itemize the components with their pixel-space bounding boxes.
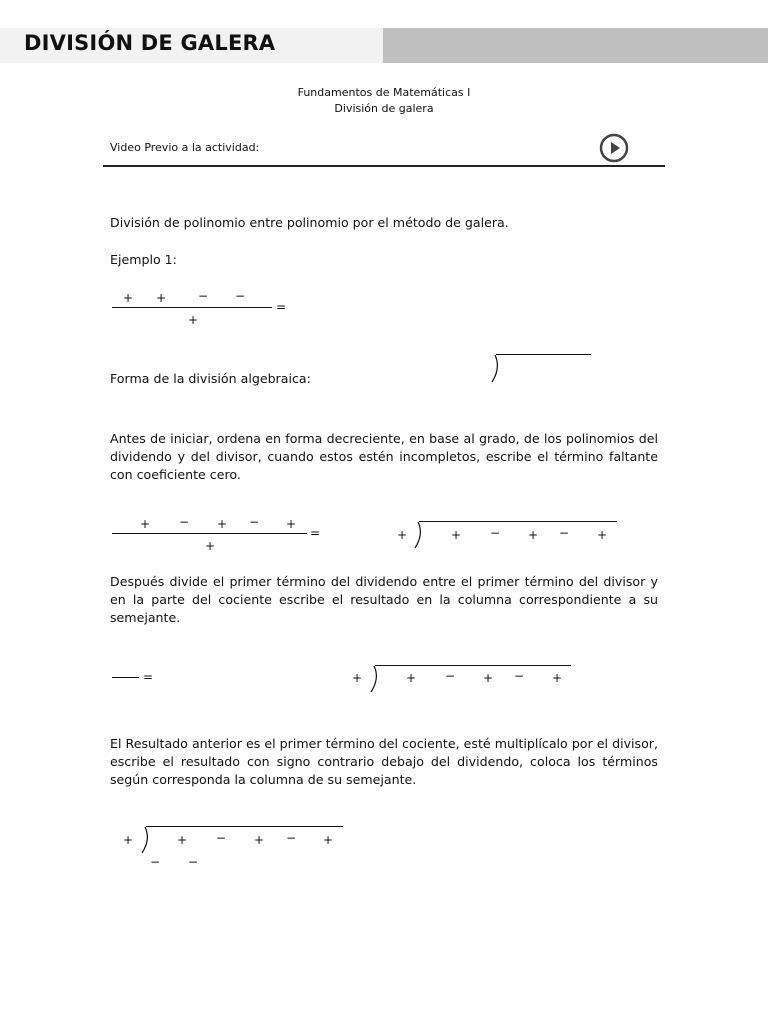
play-circle-icon[interactable] (599, 133, 629, 163)
minus-sign: − (150, 855, 161, 869)
division-bracket-curve (140, 826, 152, 854)
fraction-bar (112, 677, 139, 678)
plus-sign: + (406, 671, 417, 685)
title-banner-right (383, 28, 768, 63)
fraction-bar (112, 307, 272, 308)
division-bar (146, 826, 343, 827)
fraction-bar (112, 533, 307, 534)
document-subtitle: División de galera (334, 102, 434, 115)
minus-sign: − (514, 669, 525, 683)
division-bar (419, 521, 617, 522)
minus-sign: − (198, 289, 209, 303)
plus-sign: + (217, 517, 228, 531)
plus-sign: + (483, 671, 494, 685)
plus-sign: + (123, 291, 134, 305)
plus-sign: + (397, 528, 408, 542)
minus-sign: − (286, 831, 297, 845)
division-bar (375, 665, 571, 666)
form-label: Forma de la división algebraica: (110, 371, 311, 386)
division-bracket-curve (369, 665, 381, 693)
division-bracket-curve (490, 354, 502, 384)
minus-sign: − (559, 526, 570, 540)
equals-sign: = (310, 526, 321, 540)
intro-text: División de polinomio entre polinomio por el método de galera. (110, 215, 509, 230)
plus-sign: + (140, 517, 151, 531)
example-label: Ejemplo 1: (110, 252, 177, 267)
course-name: Fundamentos de Matemáticas I (297, 86, 471, 99)
document-title: DIVISIÓN DE GALERA (24, 31, 276, 55)
plus-sign: + (177, 833, 188, 847)
minus-sign: − (490, 526, 501, 540)
plus-sign: + (188, 313, 199, 327)
paragraph-ordering: Antes de iniciar, ordena en forma decreciente, en base al grado, de los polinomios del dividendo y del divisor, cuando estos estén incompletos, escribe el término faltante con coeficiente cero. (110, 431, 658, 482)
plus-sign: + (552, 671, 563, 685)
paragraph-first-division: Después divide el primer término del dividendo entre el primer término del divisor y en la parte del cociente escribe el resultado en la columna correspondiente a su semejante. (110, 574, 658, 625)
equals-sign: = (143, 670, 154, 684)
plus-sign: + (528, 528, 539, 542)
plus-sign: + (286, 517, 297, 531)
minus-sign: − (179, 515, 190, 529)
plus-sign: + (451, 528, 462, 542)
video-label: Video Previo a la actividad: (110, 141, 260, 154)
minus-sign: − (445, 669, 456, 683)
plus-sign: + (597, 528, 608, 542)
division-bar (496, 354, 591, 355)
minus-sign: − (249, 515, 260, 529)
plus-sign: + (254, 833, 265, 847)
minus-sign: − (188, 855, 199, 869)
minus-sign: − (216, 831, 227, 845)
plus-sign: + (323, 833, 334, 847)
equals-sign: = (276, 300, 287, 314)
paragraph-multiply: El Resultado anterior es el primer término del cociente, esté multiplícalo por el divisor, escribe el resultado con signo contrario debajo del dividendo, coloca los términos según corresponda la columna de su semejante. (110, 736, 658, 787)
plus-sign: + (352, 671, 363, 685)
plus-sign: + (205, 539, 216, 553)
header-divider (103, 165, 665, 167)
plus-sign: + (156, 291, 167, 305)
division-bracket-curve (413, 521, 425, 549)
minus-sign: − (235, 289, 246, 303)
plus-sign: + (123, 833, 134, 847)
